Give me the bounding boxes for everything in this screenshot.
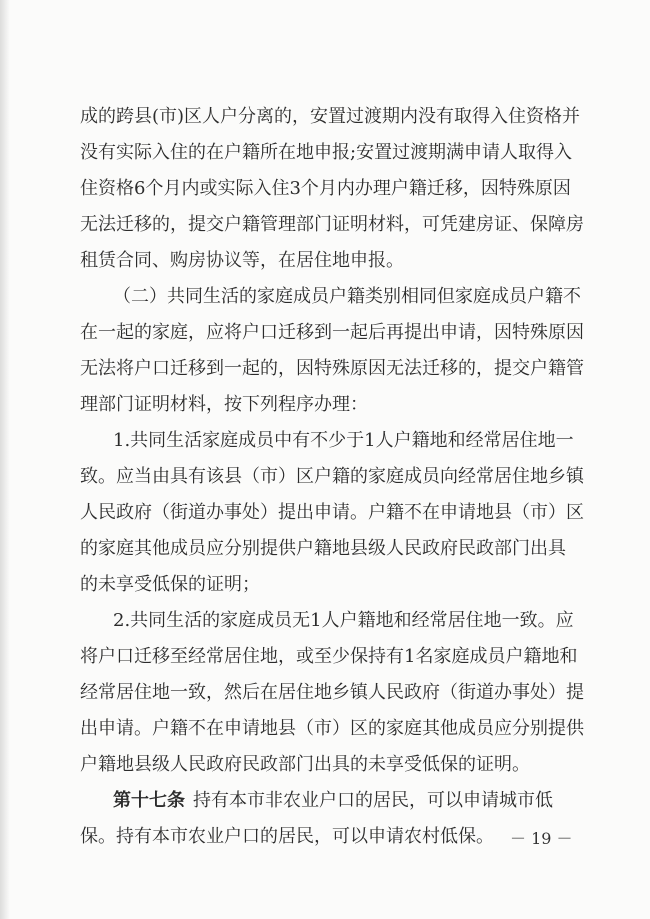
text-line: 人民政府（街道办事处）提出申请。户籍不在申请地县（市）区 bbox=[80, 502, 584, 523]
article-17-line-1 bbox=[80, 783, 570, 819]
text-line: 无法迁移的，提交户籍管理部门证明材料，可凭建房证、保障房 bbox=[80, 214, 584, 235]
scan-edge-shadow bbox=[0, 0, 10, 919]
text-line: 没有实际入住的在户籍所在地申报;安置过渡期满申请人取得入 bbox=[80, 142, 573, 163]
text-line: 将户口迁移至经常居住地，或至少保持有1名家庭成员户籍地和 bbox=[80, 646, 578, 667]
article-17-heading: 第十七条 bbox=[113, 790, 185, 811]
text-line: 致。应当由具有该县（市）区户籍的家庭成员向经常居住地乡镇 bbox=[80, 466, 584, 487]
text-line: 经常居住地一致，然后在居住地乡镇人民政府（街道办事处）提 bbox=[80, 682, 584, 703]
item-one-line: 1.共同生活家庭成员中有不少于1人户籍地和经常居住地一 bbox=[113, 430, 574, 451]
section-two-heading-line: （二）共同生活的家庭成员户籍类别相同但家庭成员户籍不 bbox=[113, 286, 581, 307]
text-line: 成的跨县(市)区人户分离的，安置过渡期内没有取得入住资格并 bbox=[80, 106, 581, 127]
item-two-line: 2.共同生活的家庭成员无1人户籍地和经常居住地一致。应 bbox=[113, 610, 574, 631]
page-number: － 19 － bbox=[510, 829, 573, 848]
text-line: 的未享受低保的证明； bbox=[80, 574, 260, 595]
text-line: 无法将户口迁移到一起的，因特殊原因无法迁移的，提交户籍管 bbox=[80, 358, 584, 379]
text-line: 理部门证明材料，按下列程序办理： bbox=[80, 394, 368, 415]
article-17-text: 持有本市非农业户口的居民，可以申请城市低 bbox=[193, 790, 553, 811]
article-17-line-2: 保。持有本市农业户口的居民，可以申请农村低保。 bbox=[80, 826, 494, 847]
text-line: 的家庭其他成员应分别提供户籍地县级人民政府民政部门出具 bbox=[80, 538, 566, 559]
text-line: 在一起的家庭，应将户口迁移到一起后再提出申请，因特殊原因 bbox=[80, 322, 584, 343]
text-line: 户籍地县级人民政府民政部门出具的未享受低保的证明。 bbox=[80, 754, 530, 775]
document-body bbox=[80, 99, 584, 855]
text-line: 住资格6个月内或实际入住3个月内办理户籍迁移，因特殊原因 bbox=[80, 178, 571, 199]
text-line: 出申请。户籍不在申请地县（市）区的家庭其他成员应分别提供 bbox=[80, 718, 584, 739]
text-line: 租赁合同、购房协议等，在居住地申报。 bbox=[80, 250, 404, 271]
